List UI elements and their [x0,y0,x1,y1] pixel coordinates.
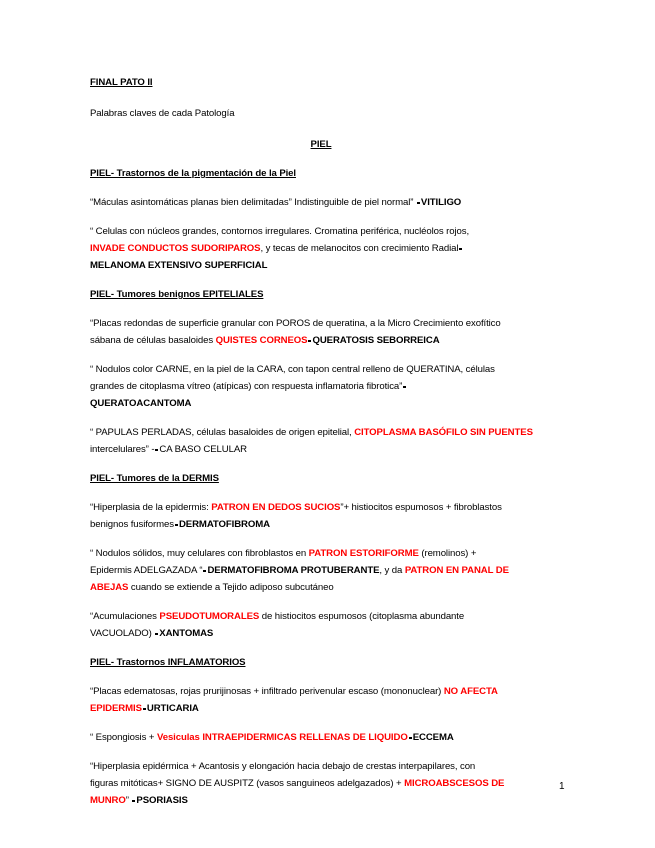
entry-text: benignos fusiformes [90,519,174,530]
diagnosis-label: VITILIGO [420,197,462,208]
entry-text: “Hiperplasia epidérmica + Acantosis y elongación hacia debajo de crestas interpapilares, con [90,761,476,772]
arrow-icon [155,449,158,451]
keyword-highlight: ABEJAS [90,582,129,593]
entry-queratoacantoma [90,361,552,412]
heading-tumores-epiteliales: PIEL- Tumores benignos EPITELIALES [90,289,264,300]
diagnosis-label: QUERATOACANTOMA [90,398,192,409]
keyword-highlight: Vesiculas INTRAEPIDERMICAS RELLENAS DE LIQUIDO [156,732,408,743]
entry-text: grandes de citoplasma vítreo (atípicas) con respuesta inflamatoria fibrotica” [90,381,403,392]
entry-text: “ Nodulos color CARNE, en la piel de la CARA, con tapon central relleno de QUERATINA, células [90,364,495,375]
entry-text: “Placas edematosas, rojas prurijinosas + infiltrado perivenular escaso (mononuclear) [90,686,444,697]
entry-text: , y da [379,565,405,576]
diagnosis-label: URTICARIA [146,703,199,714]
entry-dermatofibroma [90,499,552,533]
heading-pigmentacion: PIEL- Trastornos de la pigmentación de la Piel [90,168,296,179]
arrow-icon [459,248,462,250]
arrow-icon [143,708,146,710]
document-title: FINAL PATO II [90,77,153,88]
keyword-highlight: QUISTES CORNEOS [215,335,308,346]
entry-text: cuando se extiende a Tejido adiposo subcutáneo [128,582,334,593]
arrow-icon [403,386,406,388]
heading-trastornos-inflamatorios: PIEL- Trastornos INFLAMATORIOS [90,657,246,668]
entry-text: “Hiperplasia de la epidermis: [90,502,212,513]
arrow-icon [155,633,158,635]
page-number: 1 [559,781,565,792]
entry-text: “ Celulas con núcleos grandes, contornos irregulares. Cromatina periférica, nucléolos rojos, [90,226,470,237]
entry-text: de histiocitos espumosos (citoplasma abundante [259,611,465,622]
section-title: PIEL [310,139,332,150]
entry-ca-basocelular [90,424,552,458]
entry-text: ” [125,795,132,806]
entry-eccema [90,729,552,746]
diagnosis-label: CA BASO CELULAR [159,444,247,455]
diagnosis-label: XANTOMAS [159,628,214,639]
keyword-highlight: MUNRO [90,795,126,806]
diagnosis-label: DERMATOFIBROMA PROTUBERANTE [207,565,380,576]
keyword-highlight: EPIDERMIS [90,703,142,714]
entry-text: figuras mitóticas+ SIGNO DE AUSPITZ (vasos sanguineos adelgazados) + [90,778,405,789]
arrow-icon [417,202,420,204]
entry-text: “ Nodulos sólidos, muy celulares con fibroblastos en [90,548,309,559]
diagnosis-label: MELANOMA EXTENSIVO SUPERFICIAL [90,260,268,271]
arrow-icon [203,570,206,572]
entry-text: Epidermis ADELGAZADA “ [90,565,203,576]
entry-text: “Máculas asintomáticas planas bien delimitadas” Indistinguible de piel normal” [90,197,416,208]
entry-text: “ PAPULAS PERLADAS, células basaloides de origen epitelial, [90,427,355,438]
heading-tumores-dermis: PIEL- Tumores de la DERMIS [90,473,219,484]
entry-vitiligo [90,194,552,211]
entry-melanoma [90,223,552,274]
entry-text: , y tecas de melanocitos con crecimiento Radial [260,243,459,254]
entry-urticaria [90,683,552,717]
entry-text: intercelulares” - [90,444,155,455]
keyword-highlight: CITOPLASMA BASÓFILO SIN PUENTES [354,427,533,438]
arrow-icon [175,524,178,526]
keyword-highlight: PATRON ESTORIFORME [308,548,419,559]
keyword-highlight: PATRON EN DEDOS SUCIOS [211,502,341,513]
keyword-highlight: PATRON EN PANAL DE [404,565,509,576]
diagnosis-label: QUERATOSIS SEBORREICA [312,335,440,346]
entry-queratosis [90,315,552,349]
keyword-highlight: NO AFECTA [443,686,498,697]
arrow-icon [308,340,311,342]
entry-text: “ Espongiosis + [90,732,157,743]
keyword-highlight: PSEUDOTUMORALES [159,611,260,622]
diagnosis-label: PSORIASIS [136,795,188,806]
entry-text: “Placas redondas de superficie granular con POROS de queratina, a la Micro Crecimiento exofítico [90,318,501,329]
keyword-highlight: MICROABSCESOS DE [404,778,505,789]
diagnosis-label: ECCEMA [412,732,454,743]
entry-text: (remolinos) + [418,548,477,559]
arrow-icon [409,737,412,739]
document-subtitle: Palabras claves de cada Patología [90,108,235,119]
entry-text: ”+ histiocitos espumosos + fibroblastos [340,502,502,513]
diagnosis-label: DERMATOFIBROMA [178,519,270,530]
entry-xantomas [90,608,552,642]
entry-text: “Acumulaciones [90,611,160,622]
entry-text: VACUOLADO) [90,628,155,639]
entry-text: sábana de células basaloides [90,335,216,346]
keyword-highlight: INVADE CONDUCTOS SUDORIPAROS [90,243,261,254]
entry-dermatofibroma-protuberante [90,545,552,596]
arrow-icon [132,800,135,802]
entry-psoriasis [90,758,552,809]
page-content [90,74,552,809]
